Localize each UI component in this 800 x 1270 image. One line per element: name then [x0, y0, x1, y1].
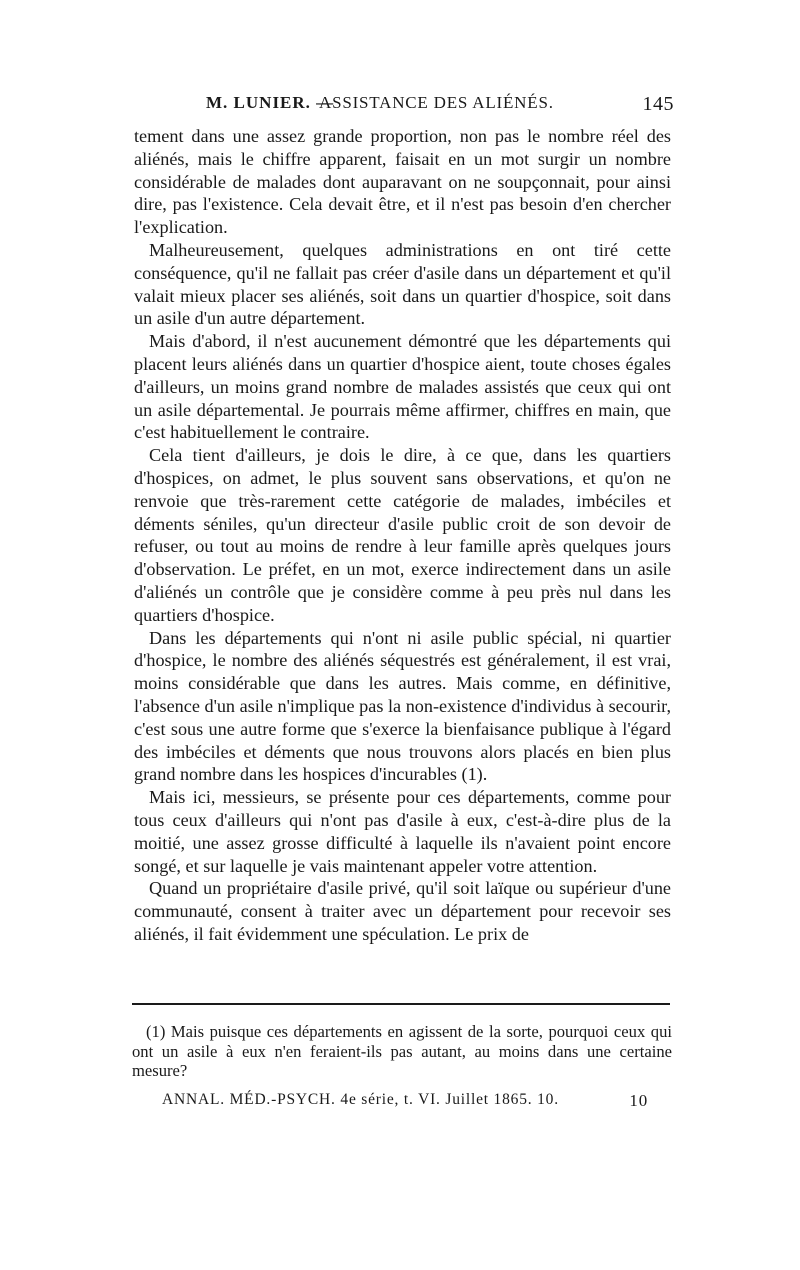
running-header	[134, 93, 686, 121]
printer-signature	[148, 1091, 668, 1115]
page-number: 145	[642, 93, 674, 115]
journal-signature: ANNAL. MÉD.-PSYCH. 4e série, t. VI. Juillet 1865. 10.	[162, 1091, 559, 1108]
sheet-number: 10	[629, 1091, 648, 1110]
paragraph: Quand un propriétaire d'asile privé, qu'il soit laïque ou supérieur d'une communauté, consent à traiter avec un département pour recevoir ses aliénés, il fait évidemment une spéculation. Le prix de	[134, 878, 671, 944]
header-title: ASSISTANCE DES ALIÉNÉS.	[319, 93, 554, 112]
paragraph: Mais ici, messieurs, se présente pour ces départements, comme pour tous ceux d'ailleurs qui n'ont pas d'asile à eux, c'est-à-dire plus de la moitié, une assez grosse difficulté à laquelle ils n'avaient point encore songé, et sur laquelle je vais maintenant appeler votre attention.	[134, 787, 671, 876]
paragraph: Cela tient d'ailleurs, je dois le dire, à ce que, dans les quartiers d'hospices, on admet, le plus souvent sans observations, et qu'on ne renvoie que très-rarement cette catégorie de malades, imbéciles et déments séniles, qu'un directeur d'asile public croit de son devoir de refuser, ou tout au moins de rendre à leur famille après quelques jours d'observation. Le préfet, en un mot, exerce indirectement dans un asile d'aliénés un contrôle que je considère comme à peu près nul dans les quartiers d'hospice.	[134, 445, 671, 625]
paragraph: Mais d'abord, il n'est aucunement démontré que les départements qui placent leurs aliénés dans un quartier d'hospice aient, toute choses égales d'ailleurs, un moins grand nombre de malades assistés que ceux qui ont un asile départemental. Je pourrais même affirmer, chiffres en main, que c'est habituellement le contraire.	[134, 331, 671, 443]
paragraph: Malheureusement, quelques administrations en ont tiré cette conséquence, qu'il ne fallait pas créer d'asile dans un département et qu'il valait mieux placer ses aliénés, soit dans un quartier d'hospice, soit dans un asile d'un autre département.	[134, 239, 671, 329]
footnote	[132, 1022, 672, 1081]
paragraph: tement dans une assez grande proportion, non pas le nombre réel des aliénés, mais le chiffre apparent, faisait en un mot surgir un nombre considérable de malades dont auparavant on ne soupçonnait, pour ainsi dire, pas l'existence. Cela devait être, et il n'est pas besoin d'en chercher l'explication.	[134, 126, 671, 238]
header-author: M. LUNIER. —	[206, 93, 335, 112]
footnote-text: (1) Mais puisque ces départements en agissent de la sorte, pourquoi ceux qui ont un asile à eux n'en feraient-ils pas autant, au moins dans une certaine mesure?	[132, 1022, 672, 1080]
body-text	[134, 125, 671, 946]
paragraph: Dans les départements qui n'ont ni asile public spécial, ni quartier d'hospice, le nombre des aliénés séquestrés est généralement, il est vrai, moins considérable que dans les autres. Mais comme, en définitive, l'absence d'un asile n'implique pas la non-existence d'individus à secourir, c'est sous une autre forme que s'exerce la bienfaisance publique à l'égard des imbéciles et déments que nous trouvons alors placés en bien plus grand nombre dans les hospices d'incurables (1).	[134, 627, 671, 785]
footnote-rule	[132, 1003, 670, 1005]
